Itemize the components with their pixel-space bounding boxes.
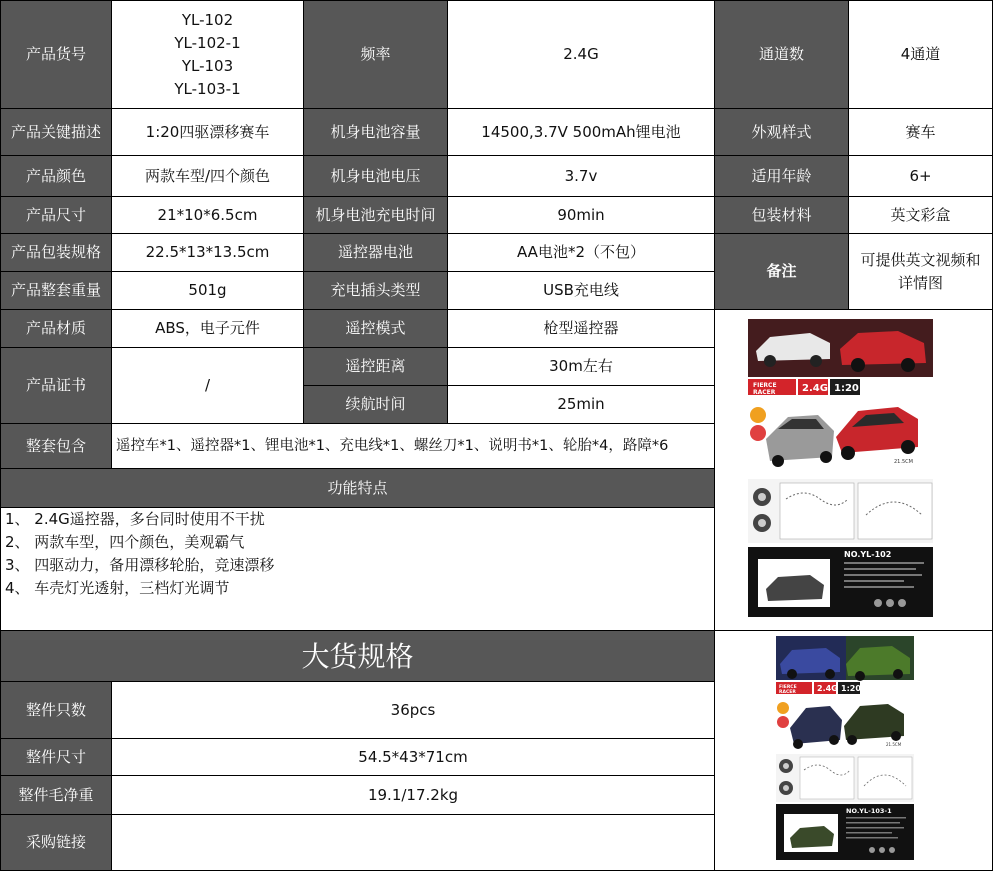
model-3: YL-103 — [181, 56, 234, 75]
channels-value: 4通道 — [848, 0, 993, 109]
bulk-link-value[interactable] — [111, 814, 715, 871]
pack-spec-value: 22.5*13*13.5cm — [111, 233, 304, 272]
svg-text:RACER: RACER — [779, 690, 796, 695]
remote-batt-value: AA电池*2（不包） — [447, 233, 715, 272]
age-value: 6+ — [848, 155, 993, 197]
svg-text:NO.YL-102: NO.YL-102 — [844, 550, 892, 559]
freq-value: 2.4G — [447, 0, 715, 109]
bulk-weight-label: 整件毛净重 — [0, 775, 112, 815]
bulk-title: 大货规格 — [0, 630, 715, 682]
note-value — [848, 233, 993, 310]
bulk-size-value: 54.5*43*71cm — [111, 738, 715, 776]
style-value: 赛车 — [848, 108, 993, 156]
color-label: 产品颜色 — [0, 155, 112, 197]
remote-batt-label: 遥控器电池 — [303, 233, 448, 272]
pack-material-value: 英文彩盒 — [848, 196, 993, 234]
channels-label: 通道数 — [714, 0, 849, 109]
feature-item-4: 4、 车壳灯光透射，三档灯光调节 — [5, 579, 230, 597]
svg-text:RACER: RACER — [753, 389, 776, 396]
age-label: 适用年龄 — [714, 155, 849, 197]
size-label: 产品尺寸 — [0, 196, 112, 234]
pack-material-label: 包装材料 — [714, 196, 849, 234]
note-line-2: 详情图 — [897, 273, 943, 292]
feature-item-2: 2、 两款车型，四个颜色，美观霸气 — [5, 533, 245, 551]
cert-label: 产品证书 — [0, 347, 112, 424]
battery-cap-value: 14500,3.7V 500mAh锂电池 — [447, 108, 715, 156]
note-label: 备注 — [714, 233, 849, 310]
svg-text:2.4G: 2.4G — [817, 684, 838, 693]
bulk-qty-label: 整件只数 — [0, 681, 112, 739]
bulk-link-label: 采购链接 — [0, 814, 112, 871]
battery-cap-label: 机身电池容量 — [303, 108, 448, 156]
charge-time-label: 机身电池充电时间 — [303, 196, 448, 234]
weight-value: 501g — [111, 271, 304, 310]
features-list — [1, 508, 713, 600]
endurance-label: 续航时间 — [303, 385, 448, 424]
remote-dist-label: 遥控距离 — [303, 347, 448, 386]
note-line-1: 可提供英文视频和 — [860, 250, 981, 269]
model-4: YL-103-1 — [174, 79, 241, 98]
pack-spec-label: 产品包装规格 — [0, 233, 112, 272]
keydesc-value: 1:20四驱漂移赛车 — [111, 108, 304, 156]
model-1: YL-102 — [181, 10, 234, 29]
color-value: 两款车型/四个颜色 — [111, 155, 304, 197]
dark-green-car-icon — [844, 704, 904, 745]
size-value: 21*10*6.5cm — [111, 196, 304, 234]
model-label: 产品货号 — [0, 0, 112, 109]
bulk-size-label: 整件尺寸 — [0, 738, 112, 776]
package-label: 整套包含 — [0, 423, 112, 469]
weight-label: 产品整套重量 — [0, 271, 112, 310]
remote-mode-label: 遥控模式 — [303, 309, 448, 348]
battery-volt-value: 3.7v — [447, 155, 715, 197]
svg-text:21.5CM: 21.5CM — [886, 742, 902, 747]
bulk-qty-value: 36pcs — [111, 681, 715, 739]
battery-volt-label: 机身电池电压 — [303, 155, 448, 197]
remote-mode-value: 枪型遥控器 — [447, 309, 715, 348]
endurance-value: 25min — [447, 385, 715, 424]
dark-blue-car-icon — [790, 706, 842, 749]
model-2: YL-102-1 — [174, 33, 241, 52]
bulk-weight-value: 19.1/17.2kg — [111, 775, 715, 815]
package-value: 遥控车*1、遥控器*1、锂电池*1、充电线*1、螺丝刀*1、说明书*1、轮胎*4，路障*6 — [111, 423, 715, 469]
svg-text:NO.YL-103-1: NO.YL-103-1 — [846, 807, 892, 815]
product-image-yl102 — [748, 319, 933, 617]
gray-car-icon — [766, 415, 834, 467]
freq-label: 频率 — [303, 0, 448, 109]
feature-item-1: 1、 2.4G遥控器，多台同时使用不干扰 — [5, 510, 265, 528]
features-title: 功能特点 — [0, 468, 715, 508]
charge-time-value: 90min — [447, 196, 715, 234]
feature-item-3: 3、 四驱动力，备用漂移轮胎，竞速漂移 — [5, 556, 275, 574]
plug-label: 充电插头类型 — [303, 271, 448, 310]
material-label: 产品材质 — [0, 309, 112, 348]
svg-text:FIERCE: FIERCE — [779, 685, 797, 690]
style-label: 外观样式 — [714, 108, 849, 156]
svg-text:1:20: 1:20 — [834, 383, 859, 394]
model-value — [111, 0, 304, 109]
plug-value: USB充电线 — [447, 271, 715, 310]
svg-text:2.4G: 2.4G — [802, 383, 828, 394]
keydesc-label: 产品关键描述 — [0, 108, 112, 156]
material-value: ABS，电子元件 — [111, 309, 304, 348]
svg-text:1:20: 1:20 — [841, 684, 861, 693]
red-car-icon — [836, 407, 918, 460]
product-image-yl103-1 — [776, 636, 914, 860]
cert-value: / — [111, 347, 304, 424]
remote-dist-value: 30m左右 — [447, 347, 715, 386]
svg-text:21.5CM: 21.5CM — [894, 459, 913, 465]
svg-text:FIERCE: FIERCE — [753, 382, 777, 389]
